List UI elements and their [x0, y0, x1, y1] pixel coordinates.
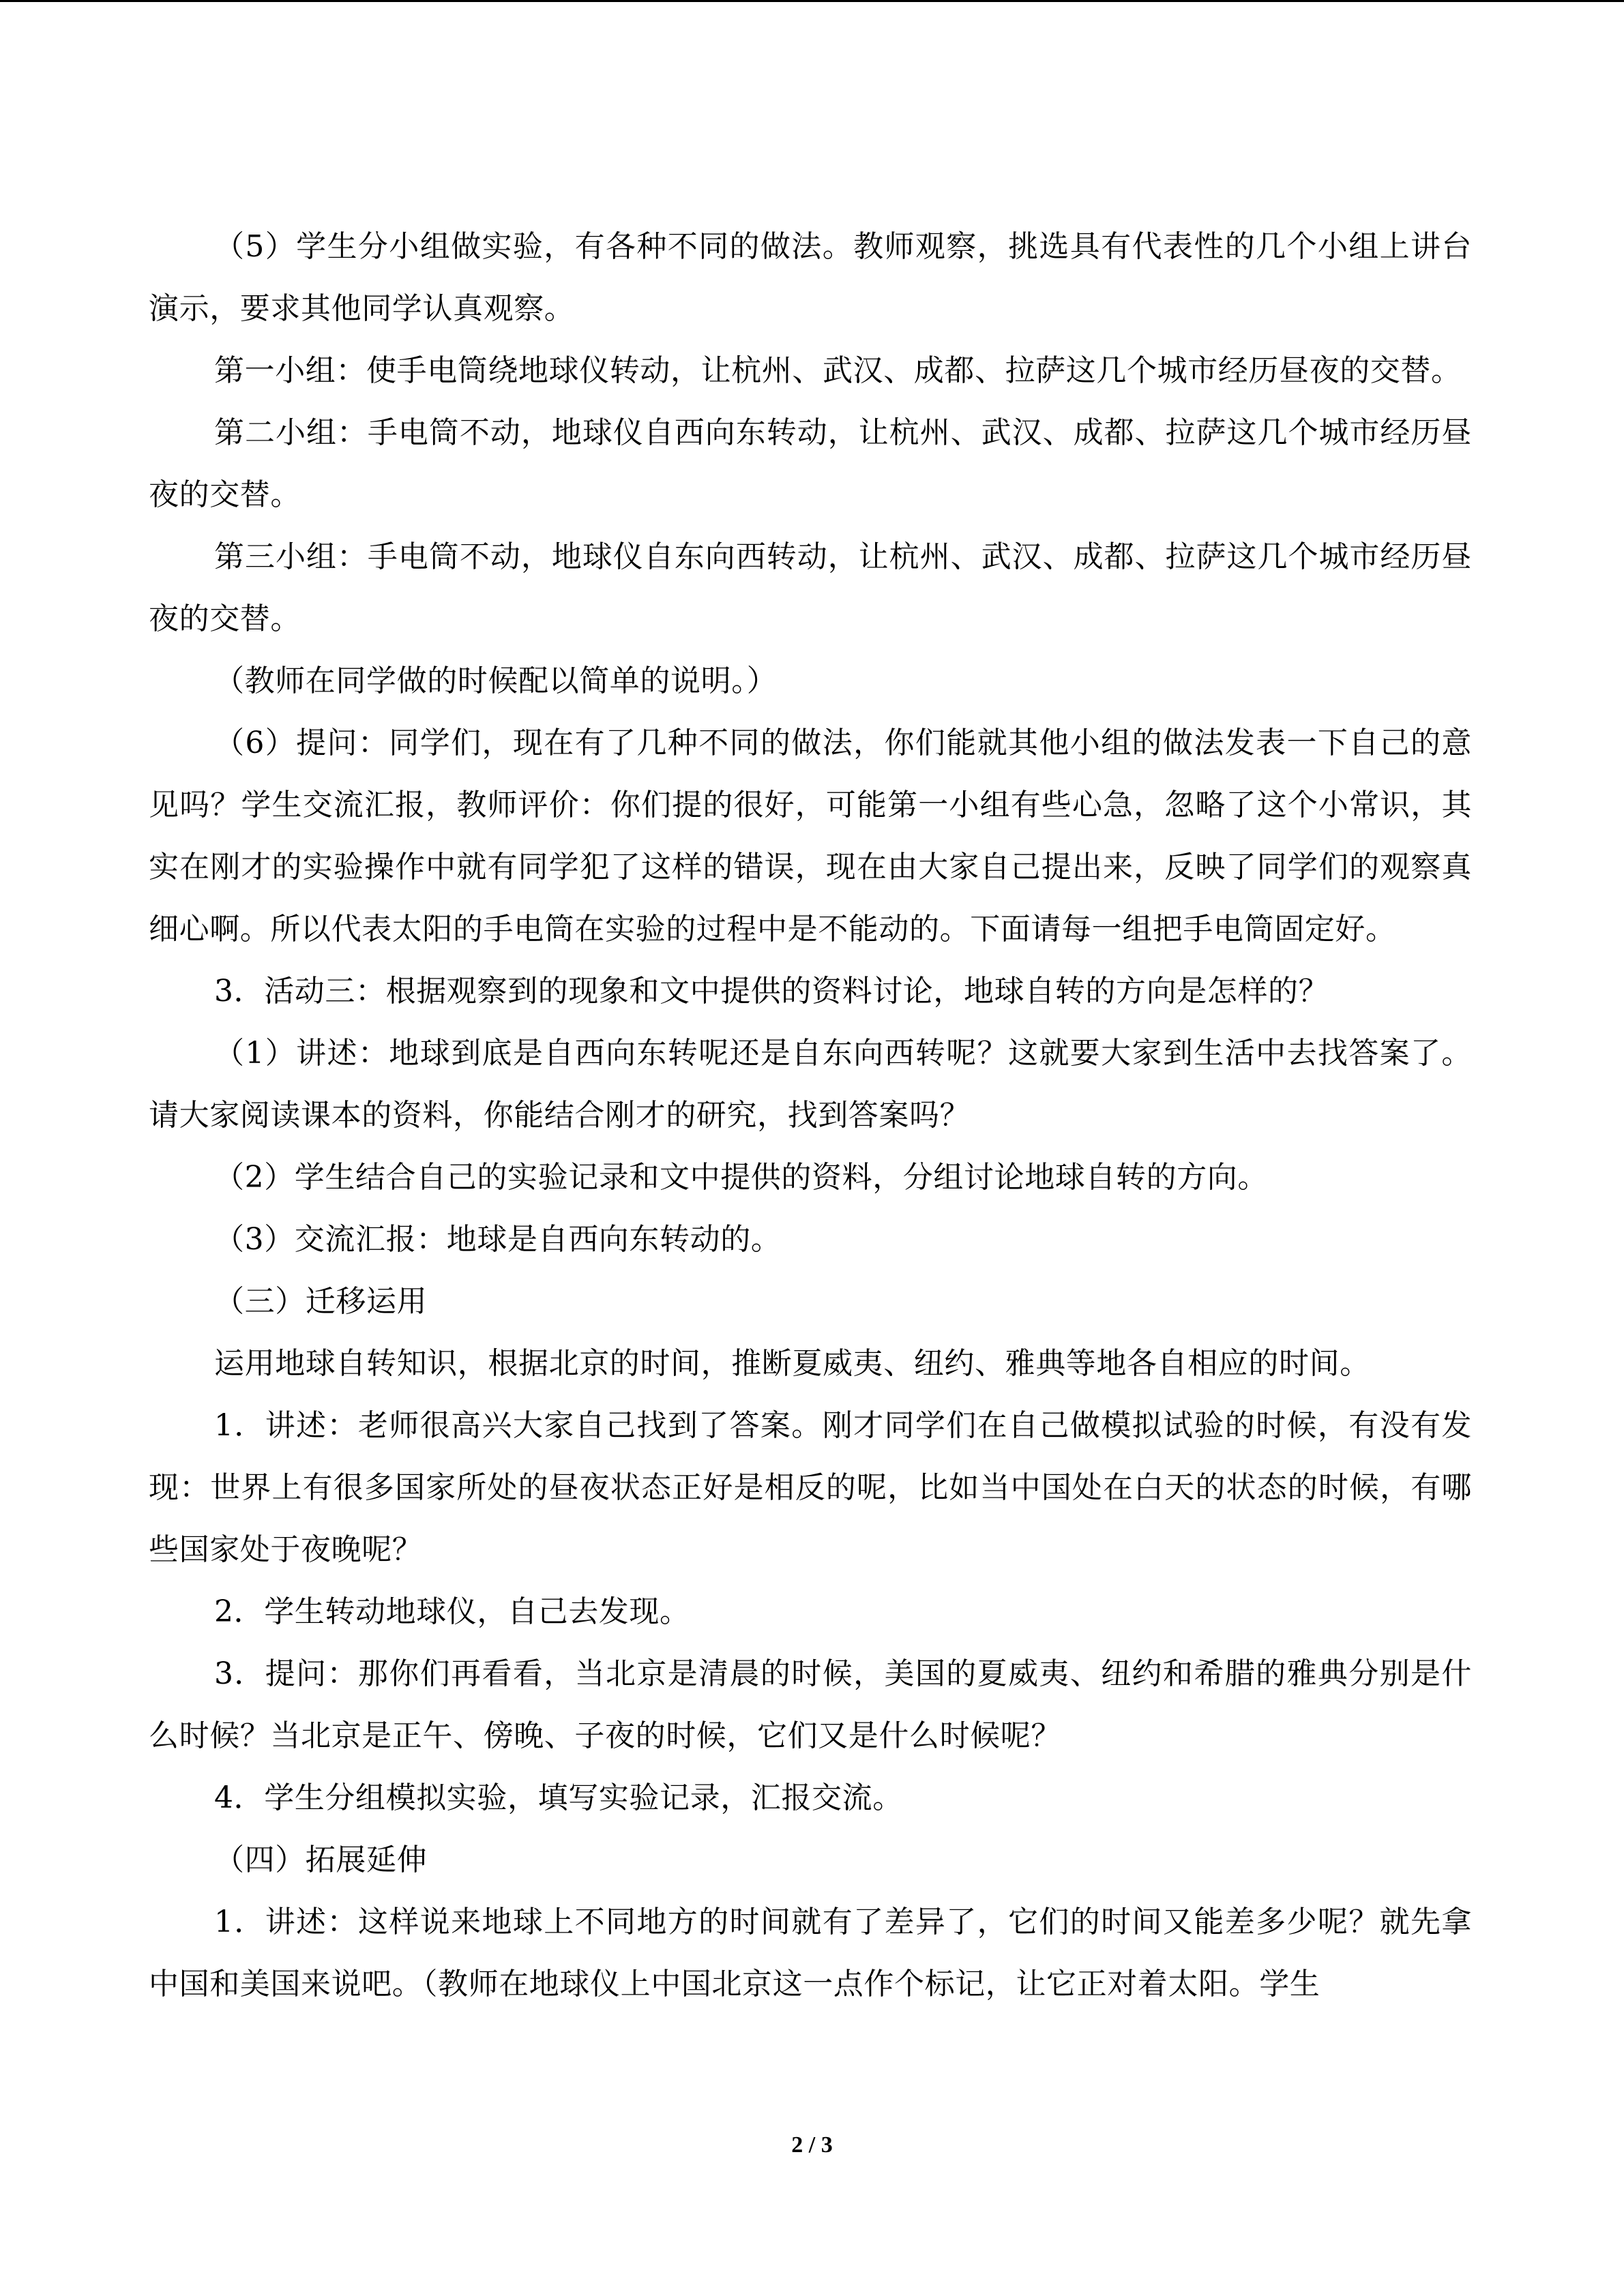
paragraph-activity-three-step1: （1）讲述：地球到底是自西向东转呢还是自东向西转呢？这就要大家到生活中去找答案了。请大家阅读课本的资料，你能结合刚才的研究，找到答案吗？ — [149, 1036, 1472, 1133]
paragraph-extension-step1: 1．讲述：这样说来地球上不同地方的时间就有了差异了，它们的时间又能差多少呢？就先拿中国和美国来说吧。（教师在地球仪上中国北京这一点作个标记，让它正对着太阳。学生 — [149, 1905, 1472, 2001]
page-top-border — [0, 0, 1624, 2]
paragraph-group-three: 第三小组：手电筒不动，地球仪自东向西转动，让杭州、武汉、成都、拉萨这几个城市经历昼夜的交替。 — [149, 539, 1472, 636]
paragraph-step6-question: （6）提问：同学们，现在有了几种不同的做法，你们能就其他小组的做法发表一下自己的意见吗？学生交流汇报，教师评价：你们提的很好，可能第一小组有些心急，忽略了这个小常识，其实在刚才的实验操作中就有同学犯了这样的错误，现在由大家自己提出来，反映了同学们的观察真细心啊。所以代表太阳的手电筒在实验的过程中是不能动的。下面请每一组把手电筒固定好。 — [149, 726, 1472, 946]
paragraph-transfer-step2: 2．学生转动地球仪，自己去发现。 — [214, 1594, 690, 1629]
paragraph-group-one: 第一小组：使手电筒绕地球仪转动，让杭州、武汉、成都、拉萨这几个城市经历昼夜的交替。 — [214, 353, 1462, 388]
paragraph-activity-three-step3: （3）交流汇报：地球是自西向东转动的。 — [214, 1222, 782, 1257]
paragraph-transfer-intro: 运用地球自转知识，根据北京的时间，推断夏威夷、纽约、雅典等地各自相应的时间。 — [214, 1346, 1370, 1381]
paragraph-transfer-step1: 1．讲述：老师很高兴大家自己找到了答案。刚才同学们在自己做模拟试验的时候，有没有发现：世界上有很多国家所处的昼夜状态正好是相反的呢，比如当中国处在白天的状态的时候，有哪些国家处于夜晚呢？ — [149, 1408, 1472, 1567]
document-body — [149, 215, 1472, 2015]
paragraph-step5-group-experiment: （5）学生分小组做实验，有各种不同的做法。教师观察，挑选具有代表性的几个小组上讲台演示，要求其他同学认真观察。 — [149, 229, 1472, 326]
paragraph-teacher-note: （教师在同学做的时候配以简单的说明。） — [214, 664, 778, 698]
section-heading-transfer: （三）迁移运用 — [214, 1284, 428, 1319]
paragraph-group-two: 第二小组：手电筒不动，地球仪自西向东转动，让杭州、武汉、成都、拉萨这几个城市经历昼夜的交替。 — [149, 415, 1472, 512]
section-heading-extension: （四）拓展延伸 — [214, 1843, 428, 1877]
paragraph-transfer-step3: 3．提问：那你们再看看，当北京是清晨的时候，美国的夏威夷、纽约和希腊的雅典分别是什么时候？当北京是正午、傍晚、子夜的时候，它们又是什么时候呢？ — [149, 1656, 1472, 1753]
paragraph-transfer-step4: 4．学生分组模拟实验，填写实验记录，汇报交流。 — [214, 1780, 903, 1815]
paragraph-activity-three-step2: （2）学生结合自己的实验记录和文中提供的资料，分组讨论地球自转的方向。 — [214, 1160, 1268, 1195]
paragraph-activity-three: 3．活动三：根据观察到的现象和文中提供的资料讨论，地球自转的方向是怎样的？ — [214, 974, 1329, 1009]
page-number: 2 / 3 — [791, 2132, 833, 2158]
